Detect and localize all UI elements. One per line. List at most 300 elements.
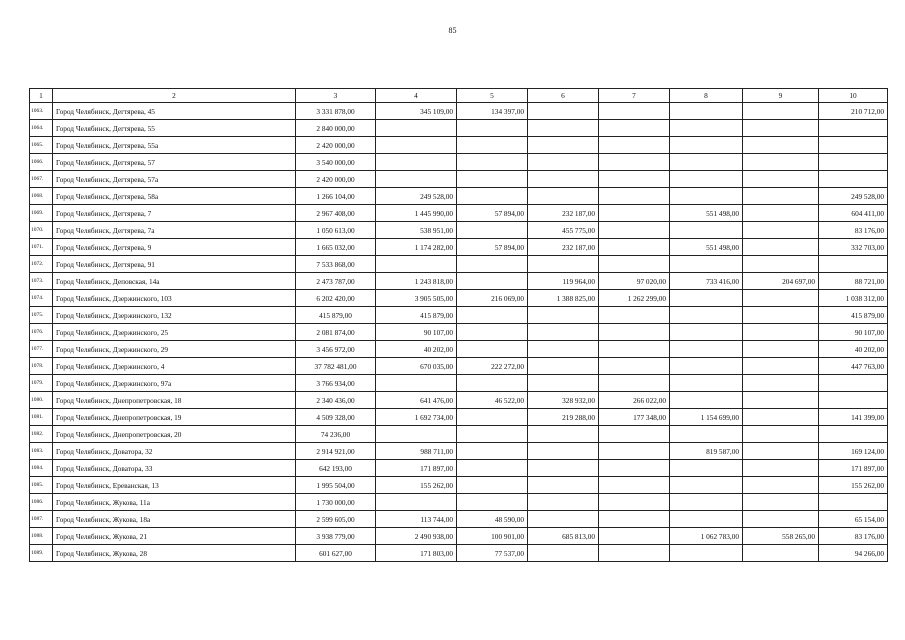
col7-cell [599, 545, 670, 562]
address-cell: Город Челябинск, Ереванская, 13 [53, 477, 296, 494]
col7-cell [599, 120, 670, 137]
col7-cell [599, 171, 670, 188]
col10-cell: 415 879,00 [819, 307, 888, 324]
col3-cell: 37 782 481,00 [296, 358, 376, 375]
col6-cell [528, 307, 599, 324]
address-cell: Город Челябинск, Дзержинского, 25 [53, 324, 296, 341]
col7-cell [599, 222, 670, 239]
row-number-cell: 1063. [30, 103, 53, 120]
col7-cell [599, 256, 670, 273]
col8-cell [670, 375, 743, 392]
col3-cell: 6 202 420,00 [296, 290, 376, 307]
col6-cell [528, 137, 599, 154]
col3-cell: 1 730 000,00 [296, 494, 376, 511]
col7-cell [599, 103, 670, 120]
col10-cell [819, 137, 888, 154]
address-cell: Город Челябинск, Доватора, 33 [53, 460, 296, 477]
col7-cell [599, 239, 670, 256]
address-cell: Город Челябинск, Дегтярева, 55 [53, 120, 296, 137]
col3-cell: 415 879,00 [296, 307, 376, 324]
table-row [30, 494, 888, 511]
col9-cell [743, 460, 819, 477]
col4-cell: 171 803,00 [376, 545, 457, 562]
row-number-cell: 1073. [30, 273, 53, 290]
col3-cell: 3 938 779,00 [296, 528, 376, 545]
col3-cell: 3 456 972,00 [296, 341, 376, 358]
col6-cell [528, 494, 599, 511]
col7-cell [599, 154, 670, 171]
col8-cell [670, 494, 743, 511]
column-header-5: 5 [457, 89, 528, 103]
col10-cell [819, 426, 888, 443]
col8-cell [670, 511, 743, 528]
address-cell: Город Челябинск, Дзержинского, 4 [53, 358, 296, 375]
row-number-cell: 1075. [30, 307, 53, 324]
col7-cell: 1 262 299,00 [599, 290, 670, 307]
address-cell: Город Челябинск, Жукова, 28 [53, 545, 296, 562]
col4-cell: 1 174 282,00 [376, 239, 457, 256]
col5-cell [457, 409, 528, 426]
column-header-3: 3 [296, 89, 376, 103]
col9-cell [743, 545, 819, 562]
col9-cell [743, 205, 819, 222]
address-cell: Город Челябинск, Днепропетровская, 19 [53, 409, 296, 426]
table-row [30, 375, 888, 392]
col3-cell: 3 331 878,00 [296, 103, 376, 120]
col7-cell [599, 205, 670, 222]
address-cell: Город Челябинск, Дегтярева, 7а [53, 222, 296, 239]
address-cell: Город Челябинск, Жукова, 18а [53, 511, 296, 528]
row-number-cell: 1087. [30, 511, 53, 528]
col3-cell: 3 766 934,00 [296, 375, 376, 392]
col8-cell: 819 587,00 [670, 443, 743, 460]
col5-cell [457, 324, 528, 341]
row-number-cell: 1076. [30, 324, 53, 341]
table-row [30, 188, 888, 205]
address-cell: Город Челябинск, Жукова, 21 [53, 528, 296, 545]
col7-cell [599, 341, 670, 358]
col6-cell [528, 426, 599, 443]
col5-cell: 77 537,00 [457, 545, 528, 562]
col8-cell [670, 477, 743, 494]
row-number-cell: 1088. [30, 528, 53, 545]
col6-cell [528, 511, 599, 528]
col4-cell: 90 107,00 [376, 324, 457, 341]
column-header-10: 10 [819, 89, 888, 103]
col4-cell: 1 445 990,00 [376, 205, 457, 222]
row-number-cell: 1089. [30, 545, 53, 562]
table-row [30, 545, 888, 562]
row-number-cell: 1079. [30, 375, 53, 392]
table-row [30, 511, 888, 528]
col3-cell: 601 627,00 [296, 545, 376, 562]
col10-cell: 249 528,00 [819, 188, 888, 205]
col4-cell: 171 897,00 [376, 460, 457, 477]
col5-cell: 48 590,00 [457, 511, 528, 528]
col10-cell [819, 375, 888, 392]
row-number-cell: 1084. [30, 460, 53, 477]
table-row [30, 273, 888, 290]
col3-cell: 1 995 504,00 [296, 477, 376, 494]
col4-cell: 3 905 505,00 [376, 290, 457, 307]
address-cell: Город Челябинск, Дзержинского, 132 [53, 307, 296, 324]
col7-cell [599, 375, 670, 392]
col5-cell [457, 307, 528, 324]
col10-cell: 83 176,00 [819, 222, 888, 239]
col8-cell [670, 341, 743, 358]
table-row [30, 171, 888, 188]
table-row [30, 528, 888, 545]
col7-cell: 266 022,00 [599, 392, 670, 409]
col6-cell: 1 388 825,00 [528, 290, 599, 307]
col10-cell [819, 154, 888, 171]
col7-cell [599, 528, 670, 545]
col8-cell [670, 324, 743, 341]
col4-cell [376, 494, 457, 511]
col3-cell: 4 509 328,00 [296, 409, 376, 426]
col4-cell: 415 879,00 [376, 307, 457, 324]
col4-cell: 641 476,00 [376, 392, 457, 409]
col6-cell [528, 375, 599, 392]
address-cell: Город Челябинск, Дзержинского, 97а [53, 375, 296, 392]
row-number-cell: 1067. [30, 171, 53, 188]
col5-cell: 216 069,00 [457, 290, 528, 307]
col8-cell: 1 154 699,00 [670, 409, 743, 426]
col8-cell [670, 154, 743, 171]
col10-cell [819, 392, 888, 409]
col4-cell: 538 951,00 [376, 222, 457, 239]
col3-cell: 2 420 000,00 [296, 171, 376, 188]
col7-cell [599, 511, 670, 528]
row-number-cell: 1078. [30, 358, 53, 375]
col9-cell [743, 494, 819, 511]
column-header-6: 6 [528, 89, 599, 103]
col10-cell: 65 154,00 [819, 511, 888, 528]
col9-cell [743, 375, 819, 392]
col6-cell [528, 188, 599, 205]
col5-cell: 57 894,00 [457, 239, 528, 256]
row-number-cell: 1070. [30, 222, 53, 239]
col4-cell: 988 711,00 [376, 443, 457, 460]
address-cell: Город Челябинск, Дегтярева, 55а [53, 137, 296, 154]
row-number-cell: 1086. [30, 494, 53, 511]
table-row [30, 358, 888, 375]
table-row [30, 392, 888, 409]
col3-cell: 2 967 408,00 [296, 205, 376, 222]
col7-cell [599, 426, 670, 443]
col8-cell [670, 137, 743, 154]
address-cell: Город Челябинск, Дегтярева, 57 [53, 154, 296, 171]
col9-cell [743, 256, 819, 273]
col9-cell [743, 137, 819, 154]
col10-cell: 90 107,00 [819, 324, 888, 341]
col8-cell [670, 188, 743, 205]
col5-cell [457, 188, 528, 205]
address-cell: Город Челябинск, Дегтярева, 45 [53, 103, 296, 120]
col9-cell: 204 697,00 [743, 273, 819, 290]
col5-cell [457, 426, 528, 443]
col10-cell [819, 120, 888, 137]
row-number-cell: 1081. [30, 409, 53, 426]
col8-cell [670, 120, 743, 137]
table-row [30, 256, 888, 273]
col8-cell: 551 498,00 [670, 239, 743, 256]
col5-cell [457, 120, 528, 137]
col3-cell: 2 340 436,00 [296, 392, 376, 409]
col6-cell: 119 964,00 [528, 273, 599, 290]
col5-cell [457, 154, 528, 171]
table-row [30, 409, 888, 426]
col8-cell [670, 545, 743, 562]
table-row [30, 307, 888, 324]
table-row [30, 103, 888, 120]
col4-cell: 1 243 818,00 [376, 273, 457, 290]
col10-cell: 210 712,00 [819, 103, 888, 120]
column-header-4: 4 [376, 89, 457, 103]
table-row [30, 443, 888, 460]
table-row [30, 460, 888, 477]
col6-cell: 685 813,00 [528, 528, 599, 545]
col10-cell: 332 703,00 [819, 239, 888, 256]
col7-cell [599, 494, 670, 511]
column-header-2: 2 [53, 89, 296, 103]
address-cell: Город Челябинск, Жукова, 11а [53, 494, 296, 511]
col6-cell [528, 545, 599, 562]
col6-cell [528, 460, 599, 477]
address-cell: Город Челябинск, Дегтярева, 57а [53, 171, 296, 188]
col8-cell [670, 222, 743, 239]
col5-cell: 46 522,00 [457, 392, 528, 409]
col6-cell: 232 187,00 [528, 205, 599, 222]
col5-cell [457, 171, 528, 188]
col5-cell [457, 222, 528, 239]
col4-cell: 1 692 734,00 [376, 409, 457, 426]
column-header-1: 1 [30, 89, 53, 103]
col9-cell [743, 392, 819, 409]
col6-cell [528, 103, 599, 120]
row-number-cell: 1085. [30, 477, 53, 494]
col4-cell: 113 744,00 [376, 511, 457, 528]
col4-cell: 2 490 938,00 [376, 528, 457, 545]
col4-cell: 155 262,00 [376, 477, 457, 494]
col4-cell: 40 202,00 [376, 341, 457, 358]
col8-cell [670, 460, 743, 477]
col10-cell: 171 897,00 [819, 460, 888, 477]
col5-cell [457, 443, 528, 460]
row-number-cell: 1066. [30, 154, 53, 171]
col4-cell [376, 120, 457, 137]
col9-cell [743, 222, 819, 239]
col6-cell [528, 477, 599, 494]
col10-cell: 141 399,00 [819, 409, 888, 426]
address-cell: Город Челябинск, Дегтярева, 9 [53, 239, 296, 256]
col9-cell [743, 171, 819, 188]
row-number-cell: 1072. [30, 256, 53, 273]
col5-cell [457, 460, 528, 477]
table-row [30, 205, 888, 222]
col10-cell: 447 763,00 [819, 358, 888, 375]
col3-cell: 2 914 921,00 [296, 443, 376, 460]
col3-cell: 2 599 605,00 [296, 511, 376, 528]
col9-cell [743, 120, 819, 137]
col9-cell [743, 188, 819, 205]
col10-cell: 1 038 312,00 [819, 290, 888, 307]
col5-cell: 222 272,00 [457, 358, 528, 375]
col4-cell [376, 154, 457, 171]
address-cell: Город Челябинск, Дегтярева, 91 [53, 256, 296, 273]
address-cell: Город Челябинск, Днепропетровская, 20 [53, 426, 296, 443]
row-number-cell: 1082. [30, 426, 53, 443]
col8-cell [670, 307, 743, 324]
row-number-cell: 1080. [30, 392, 53, 409]
table-row [30, 120, 888, 137]
col3-cell: 1 050 613,00 [296, 222, 376, 239]
col8-cell [670, 103, 743, 120]
table-row [30, 239, 888, 256]
col5-cell [457, 137, 528, 154]
col3-cell: 2 840 000,00 [296, 120, 376, 137]
row-number-cell: 1083. [30, 443, 53, 460]
col3-cell: 3 540 000,00 [296, 154, 376, 171]
col4-cell [376, 426, 457, 443]
row-number-cell: 1077. [30, 341, 53, 358]
column-header-9: 9 [743, 89, 819, 103]
col6-cell: 455 775,00 [528, 222, 599, 239]
col3-cell: 2 420 000,00 [296, 137, 376, 154]
col9-cell [743, 511, 819, 528]
row-number-cell: 1068. [30, 188, 53, 205]
col9-cell: 558 265,00 [743, 528, 819, 545]
col10-cell: 169 124,00 [819, 443, 888, 460]
col5-cell [457, 256, 528, 273]
col6-cell [528, 154, 599, 171]
col6-cell [528, 171, 599, 188]
col4-cell [376, 256, 457, 273]
address-cell: Город Челябинск, Днепропетровская, 18 [53, 392, 296, 409]
table-row [30, 290, 888, 307]
col9-cell [743, 103, 819, 120]
table-row [30, 137, 888, 154]
address-cell: Город Челябинск, Дегтярева, 58а [53, 188, 296, 205]
col10-cell: 155 262,00 [819, 477, 888, 494]
table-row [30, 222, 888, 239]
col10-cell [819, 494, 888, 511]
address-cell: Город Челябинск, Дзержинского, 29 [53, 341, 296, 358]
col9-cell [743, 477, 819, 494]
col4-cell: 345 109,00 [376, 103, 457, 120]
col10-cell [819, 171, 888, 188]
col4-cell [376, 375, 457, 392]
address-cell: Город Челябинск, Дзержинского, 103 [53, 290, 296, 307]
page-number: 85 [448, 26, 457, 35]
col8-cell [670, 392, 743, 409]
col3-cell: 74 236,00 [296, 426, 376, 443]
col7-cell [599, 307, 670, 324]
col8-cell: 1 062 783,00 [670, 528, 743, 545]
col6-cell: 219 288,00 [528, 409, 599, 426]
col6-cell [528, 120, 599, 137]
col9-cell [743, 324, 819, 341]
col9-cell [743, 239, 819, 256]
row-number-cell: 1065. [30, 137, 53, 154]
table-row [30, 426, 888, 443]
col10-cell: 94 266,00 [819, 545, 888, 562]
col3-cell: 642 193,00 [296, 460, 376, 477]
col6-cell [528, 341, 599, 358]
col5-cell: 57 894,00 [457, 205, 528, 222]
col7-cell [599, 477, 670, 494]
address-cell: Город Челябинск, Доватора, 32 [53, 443, 296, 460]
col8-cell [670, 358, 743, 375]
col8-cell: 733 416,00 [670, 273, 743, 290]
table-row [30, 477, 888, 494]
col10-cell: 88 721,00 [819, 273, 888, 290]
col8-cell [670, 290, 743, 307]
col7-cell: 177 348,00 [599, 409, 670, 426]
table-row [30, 154, 888, 171]
col9-cell [743, 358, 819, 375]
col5-cell [457, 341, 528, 358]
address-cell: Город Челябинск, Деповская, 14а [53, 273, 296, 290]
col3-cell: 1 665 032,00 [296, 239, 376, 256]
col7-cell: 97 020,00 [599, 273, 670, 290]
col7-cell [599, 137, 670, 154]
col9-cell [743, 341, 819, 358]
row-number-cell: 1071. [30, 239, 53, 256]
col7-cell [599, 188, 670, 205]
col9-cell [743, 426, 819, 443]
col3-cell: 2 081 874,00 [296, 324, 376, 341]
column-number-header-row [30, 89, 888, 103]
col3-cell: 2 473 787,00 [296, 273, 376, 290]
col9-cell [743, 307, 819, 324]
column-header-7: 7 [599, 89, 670, 103]
address-cell: Город Челябинск, Дегтярева, 7 [53, 205, 296, 222]
row-number-cell: 1074. [30, 290, 53, 307]
col3-cell: 1 266 104,00 [296, 188, 376, 205]
col5-cell [457, 375, 528, 392]
col7-cell [599, 460, 670, 477]
data-table [29, 88, 888, 562]
col9-cell [743, 290, 819, 307]
row-number-cell: 1064. [30, 120, 53, 137]
col9-cell [743, 154, 819, 171]
col6-cell [528, 443, 599, 460]
col4-cell: 670 035,00 [376, 358, 457, 375]
col5-cell: 134 397,00 [457, 103, 528, 120]
col10-cell: 604 411,00 [819, 205, 888, 222]
col6-cell: 328 932,00 [528, 392, 599, 409]
col5-cell [457, 273, 528, 290]
col10-cell: 83 176,00 [819, 528, 888, 545]
col8-cell: 551 498,00 [670, 205, 743, 222]
column-header-8: 8 [670, 89, 743, 103]
col9-cell [743, 443, 819, 460]
col7-cell [599, 443, 670, 460]
col9-cell [743, 409, 819, 426]
col8-cell [670, 256, 743, 273]
col3-cell: 7 533 868,00 [296, 256, 376, 273]
col7-cell [599, 358, 670, 375]
col6-cell: 232 187,00 [528, 239, 599, 256]
col10-cell [819, 256, 888, 273]
row-number-cell: 1069. [30, 205, 53, 222]
col6-cell [528, 324, 599, 341]
table-row [30, 341, 888, 358]
col5-cell [457, 477, 528, 494]
table-row [30, 324, 888, 341]
col5-cell: 100 901,00 [457, 528, 528, 545]
